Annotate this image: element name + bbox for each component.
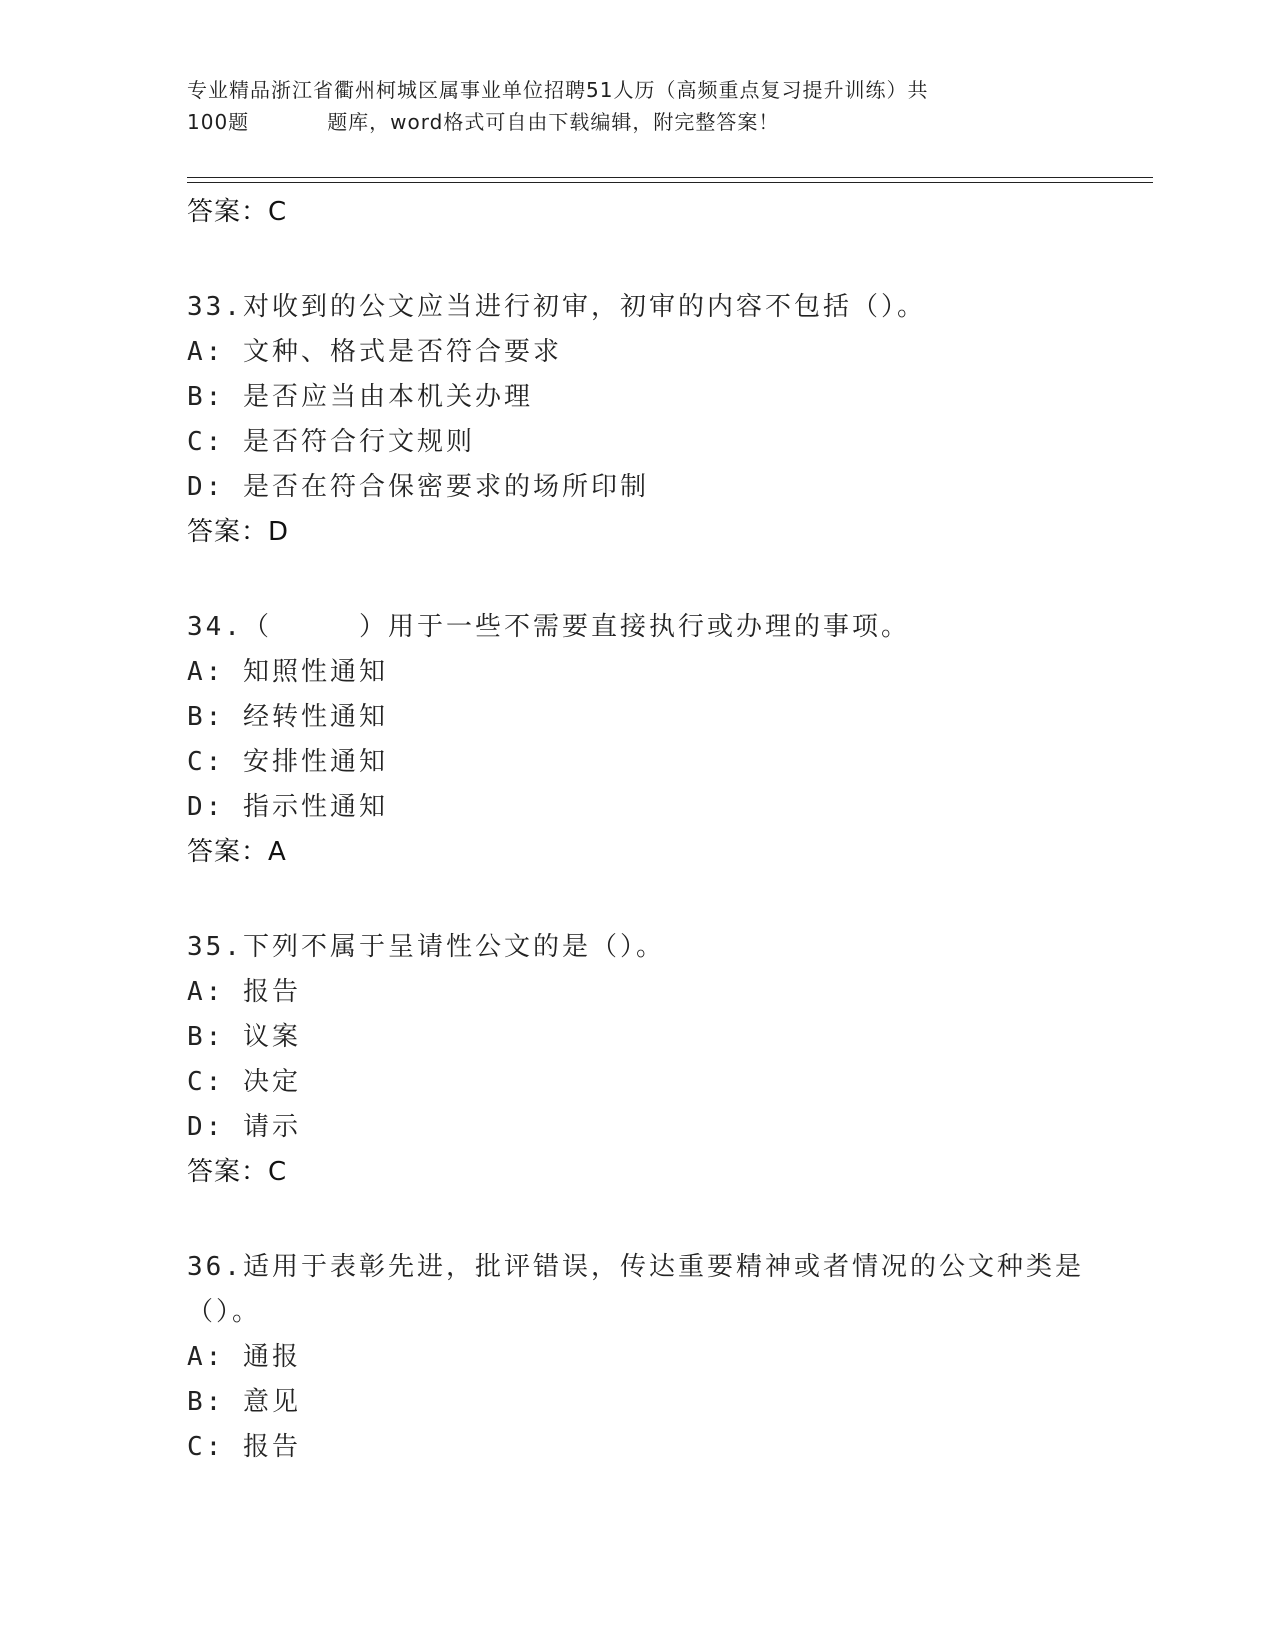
option-a-36: A: 通报 xyxy=(187,1342,301,1372)
option-d-35: D: 请示 xyxy=(187,1112,301,1142)
header-spacer xyxy=(249,106,327,138)
question-text-36: 36.适用于表彰先进，批评错误，传达重要精神或者情况的公文种类是（）。 xyxy=(187,1252,1084,1327)
option-c-36: C: 报告 xyxy=(187,1432,301,1462)
header-question-count: 100题 xyxy=(187,110,250,134)
option-c-35: C: 决定 xyxy=(187,1067,301,1097)
question-block-35 xyxy=(187,925,1087,1195)
question-text-35: 35.下列不属于呈请性公文的是（）。 xyxy=(187,932,665,962)
option-d-33: D: 是否在符合保密要求的场所印制 xyxy=(187,472,649,502)
option-c-33: C: 是否符合行文规则 xyxy=(187,427,475,457)
option-d-34: D: 指示性通知 xyxy=(187,792,388,822)
option-c-34: C: 安排性通知 xyxy=(187,747,388,777)
page-header xyxy=(187,74,1067,138)
question-text-33: 33.对收到的公文应当进行初审，初审的内容不包括（）。 xyxy=(187,292,926,322)
answer-line-33: 答案：D xyxy=(187,517,290,547)
option-b-35: B: 议案 xyxy=(187,1022,301,1052)
header-title-suffix: 题库，word格式可自由下载编辑，附完整答案！ xyxy=(327,110,780,134)
option-a-34: A: 知照性通知 xyxy=(187,657,388,687)
header-divider-bottom xyxy=(187,182,1153,183)
answer-line-35: 答案：C xyxy=(187,1157,288,1187)
header-divider-top xyxy=(187,177,1153,178)
option-a-35: A: 报告 xyxy=(187,977,301,1007)
option-a-33: A: 文种、格式是否符合要求 xyxy=(187,337,562,367)
option-b-36: B: 意见 xyxy=(187,1387,301,1417)
answer-line-34: 答案：A xyxy=(187,837,287,867)
option-b-34: B: 经转性通知 xyxy=(187,702,388,732)
option-b-33: B: 是否应当由本机关办理 xyxy=(187,382,533,412)
question-text-34: 34.（ ）用于一些不需要直接执行或办理的事项。 xyxy=(187,612,910,642)
spacer xyxy=(187,875,1087,925)
question-block-36 xyxy=(187,1245,1087,1470)
spacer xyxy=(187,1195,1087,1245)
question-block-34 xyxy=(187,605,1087,875)
spacer xyxy=(187,235,1087,285)
header-title-line1: 专业精品浙江省衢州柯城区属事业单位招聘51人历（高频重点复习提升训练）共 xyxy=(187,78,929,102)
header-title-line2 xyxy=(187,106,1067,138)
spacer xyxy=(187,555,1087,605)
answer-line-32: 答案：C xyxy=(187,197,288,227)
question-block-33 xyxy=(187,285,1087,555)
question-list xyxy=(187,190,1087,1470)
